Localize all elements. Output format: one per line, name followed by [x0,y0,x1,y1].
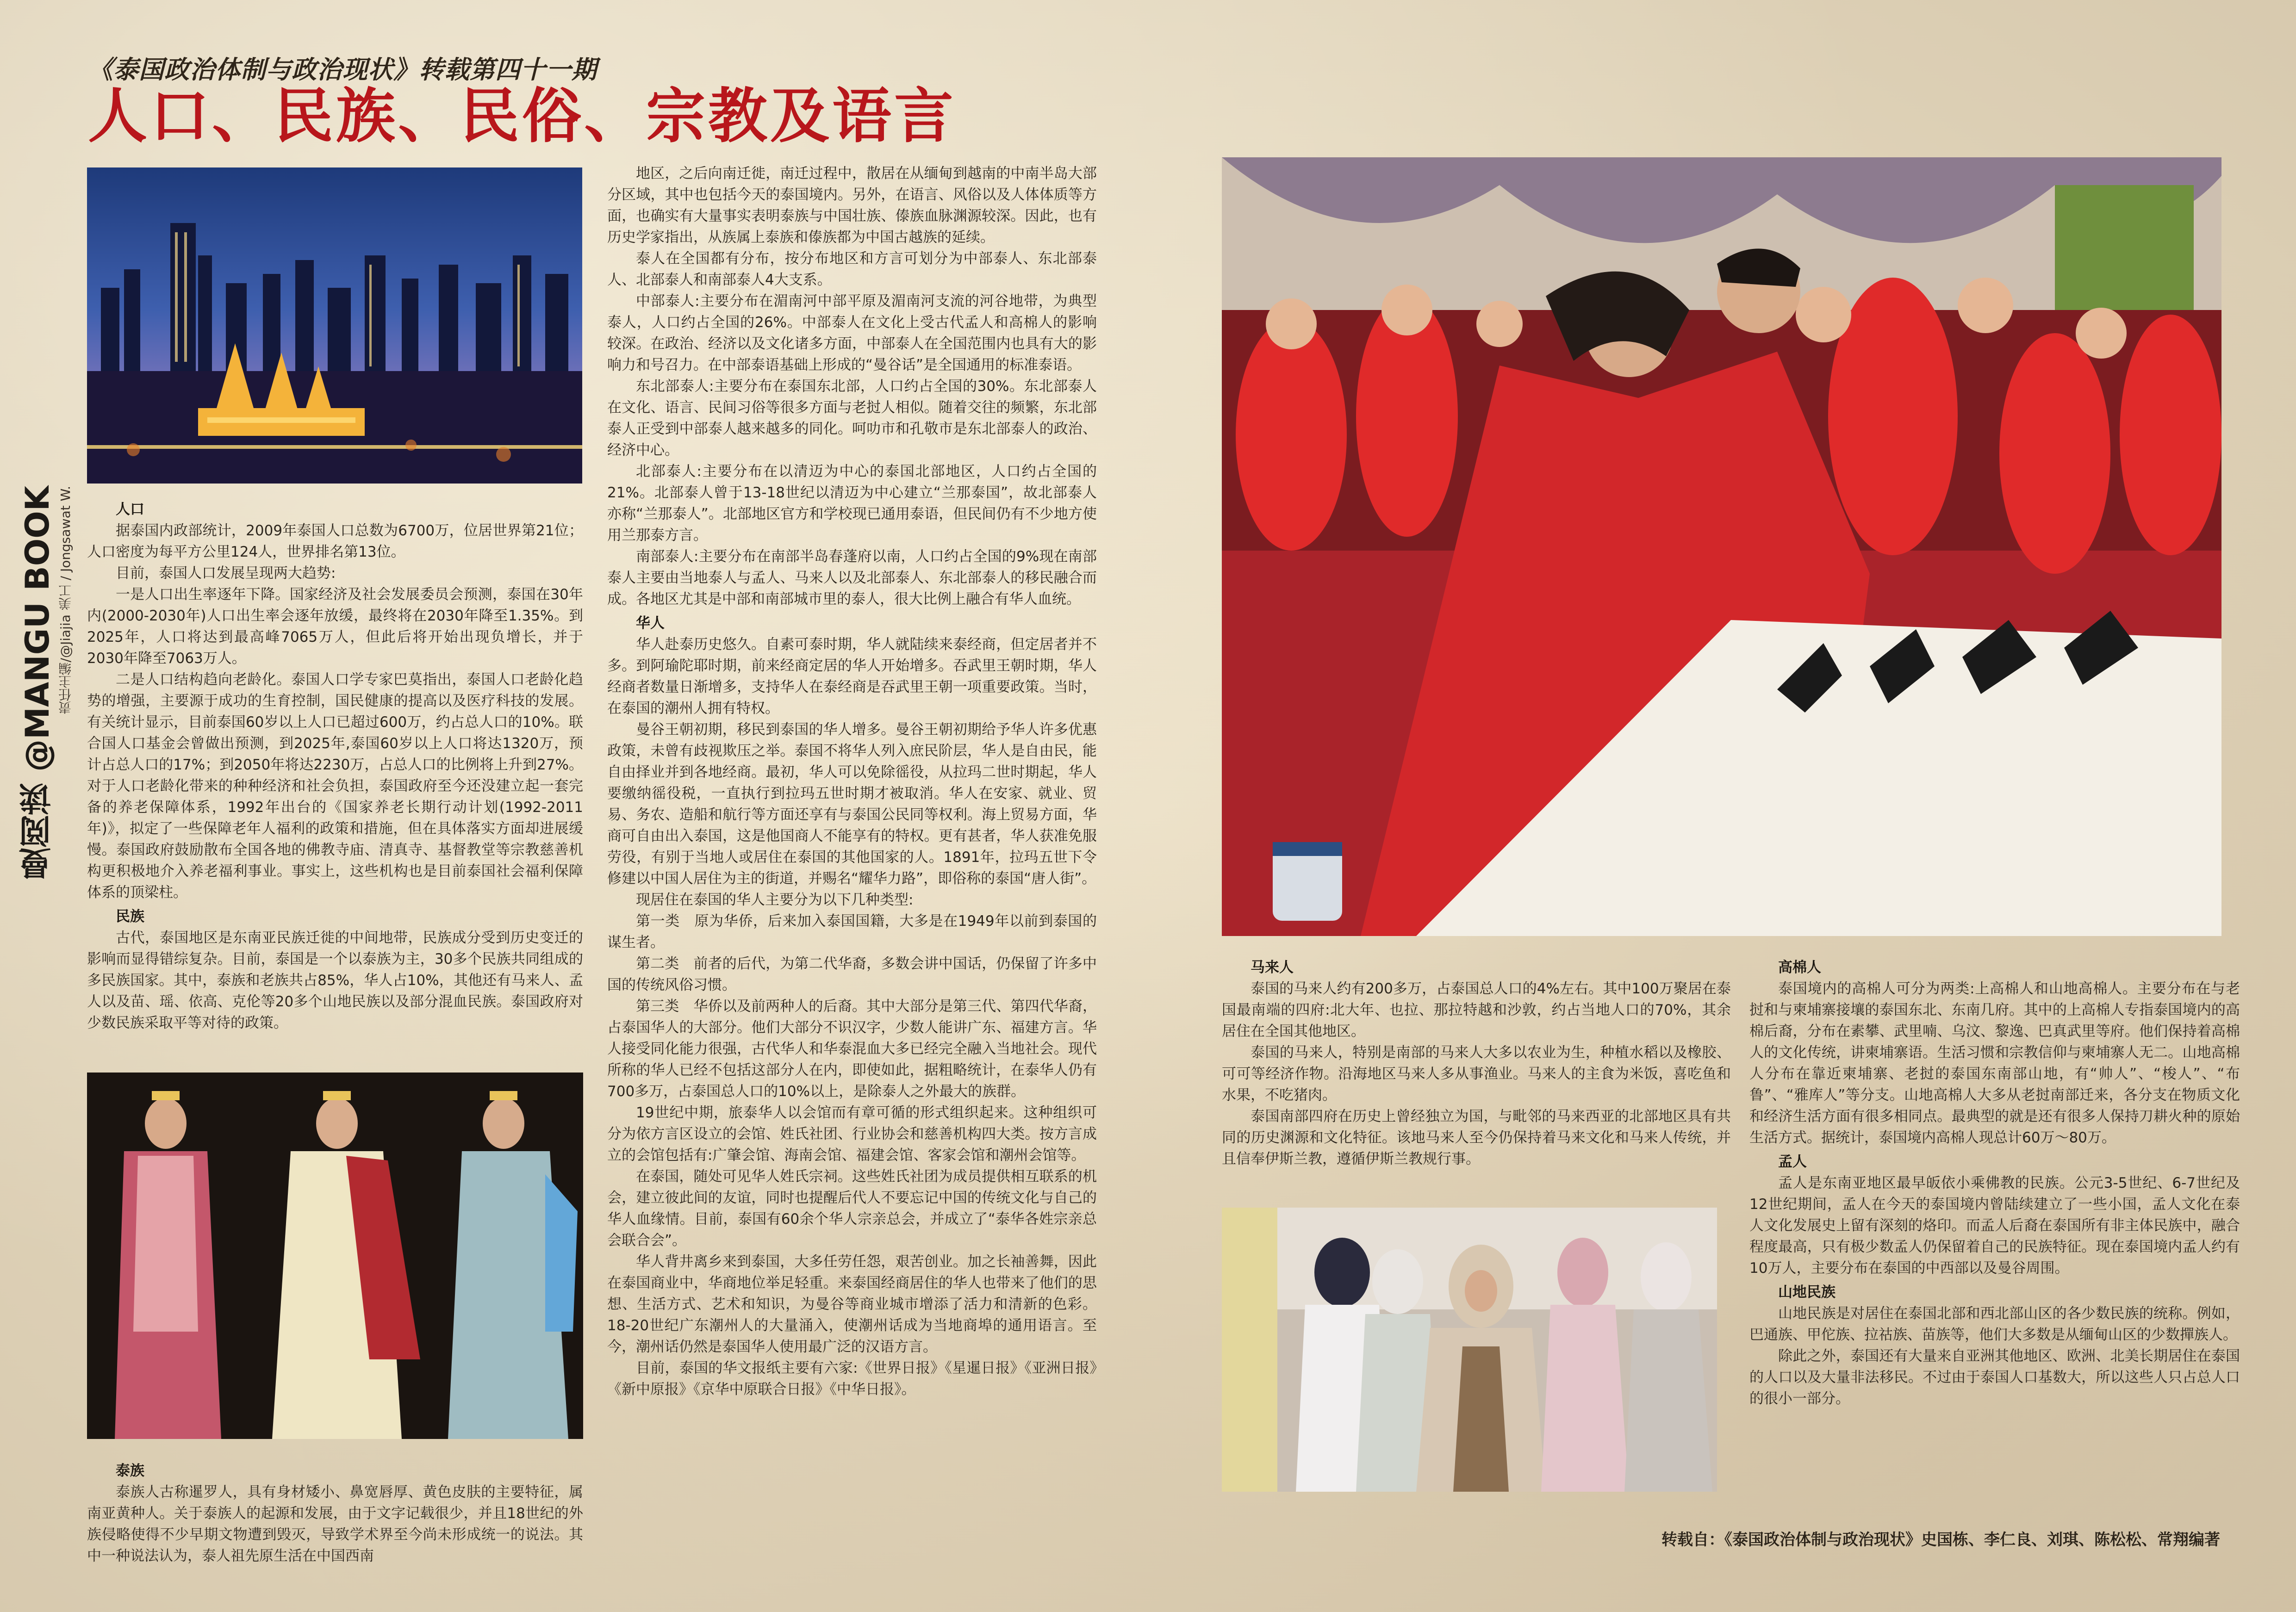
column-1-bottom [87,1457,583,1567]
paragraph: 华人赴泰历史悠久。自素可泰时期，华人就陆续来泰经商，但定居者并不多。到阿瑜陀耶时期，前来经商定居的华人开始增多。吞武里王朝时期，华人经商者数量日渐增多，支持华人在泰经商是吞武里王朝一项重要政策。当时，在泰国的潮州人拥有特权。 [607,636,1097,717]
paragraph: 目前，泰国人口发展呈现两大趋势: [116,565,336,582]
paragraph: 现居住在泰国的华人主要分为以下几种类型: [636,892,914,908]
paragraph: 除此之外，泰国还有大量来自亚洲其他地区、欧洲、北美长期居住在泰国的人口以及大量非法移民。不过由于泰国人口基数大，所以这些人只占总人口的很小一部分。 [1749,1348,2240,1407]
muslim-fashion-show-photo [1222,1208,1717,1492]
paragraph: 泰族人古称暹罗人，具有身材矮小、鼻宽唇厚、黄色皮肤的主要特征，属南亚黄种人。关于泰族人的起源和发展，由于文字记载很少，并且18世纪的外族侵略使得不少早期文物遭到毁灭，导致学术界至今尚未形成统一的说法。其中一种说法认为，泰人祖先原生活在中国西南 [87,1484,583,1564]
paragraph: 第一类 原为华侨，后来加入泰国国籍，大多是在1949年以前到泰国的谋生者。 [607,913,1097,951]
paragraph: 泰国的马来人，特别是南部的马来人大多以农业为生，种植水稻以及橡胶、可可等经济作物。沿海地区马来人多从事渔业。马来人的主食为米饭，喜吃鱼和水果，不吃猪肉。 [1222,1044,1731,1104]
paragraph: 曼谷王朝初期，移民到泰国的华人增多。曼谷王朝初期给予华人许多优惠政策，未曾有歧视欺压之举。泰国不将华人列入庶民阶层，华人是自由民，能自由择业并到各地经商。最初，华人可以免除徭役，从拉玛二世时期起，华人要缴纳徭役税，一直执行到拉玛五世时期才被取消。华人在安家、就业、贸易、务农、造船和航行等方面还享有与泰国公民同等权利。海上贸易方面，华商可自由出入泰国，这是他国商人不能享有的特权。更有甚者，华人获准免服劳役，有别于当地人或居住在泰国的其他国家的人。1891年，拉玛五世下令修建以中国人居住为主的街道，并赐名“耀华力路”，即俗称的泰国“唐人街”。 [607,721,1097,887]
paragraph: 泰国境内的高棉人可分为两类:上高棉人和山地高棉人。主要分布在与老挝和与柬埔寨接壤的泰国东北、东南几府。其中的上高棉人专指泰国境内的高棉后裔，分布在素攀、武里喃、乌汶、黎逸、巴真武里等府。他们保持着高棉人的文化传统，讲柬埔寨语。生活习惯和宗教信仰与柬埔寨人无二。山地高棉人分布在靠近柬埔寨、老挝的泰国东南部山地，有“帅人”、“梭人”、“布鲁”、“雅库人”等分支。山地高棉人大多从老挝南部迁来，各分支在物质文化和经济生活方面有很多相同点。最典型的就是还有很多人保持刀耕火种的原始生活方式。据统计，泰国境内高棉人现总计60万～80万。 [1749,980,2240,1146]
column-4 [1749,954,2240,1409]
paragraph: 第二类 前者的后代，为第二代华裔，多数会讲中国话，仍保留了许多中国的传统风俗习惯。 [607,955,1097,993]
section-heading-population: 人口 [116,501,144,518]
calligraphy-ceremony-photo [1222,157,2221,936]
paragraph: 在泰国，随处可见华人姓氏宗祠。这些姓氏社团为成员提供相互联系的机会，建立彼此间的友谊，同时也提醒后代人不要忘记中国的传统文化与自己的华人血缘情。目前，泰国有60余个华人宗亲总会，并成立了“泰华各姓宗亲总会联合会”。 [607,1168,1097,1249]
paragraph: 华人背井离乡来到泰国，大多任劳任怨，艰苦创业。加之长袖善舞，因此在泰国商业中，华商地位举足轻重。来泰国经商居住的华人也带来了他们的思想、生活方式、艺术和知识，为曼谷等商业城市增添了活力和清新的色彩。18-20世纪广东潮州人的大量涌入，使潮州话成为当地商埠的通用语言。至今，潮州话仍然是泰国华人使用最广泛的汉语方言。 [607,1253,1097,1355]
paragraph: 一是人口出生率逐年下降。国家经济及社会发展委员会预测，泰国在30年内(2000-2030年)人口出生率会逐年放缓，最终将在2030年降至1.35%。到2025年，人口将达到最高峰7065万人，但此后将开始出现负增长，并于2030年降至7063万人。 [87,586,583,667]
section-heading-hill-tribes: 山地民族 [1778,1284,1836,1301]
paragraph: 中部泰人:主要分布在湄南河中部平原及湄南河支流的河谷地带，为典型泰人，人口约占全国的26%。中部泰人在文化上受古代孟人和高棉人的影响较深。在政治、经济以及文化诸多方面，中部泰人在全国范围内也具有大的影响力和号召力。在中部泰语基础上形成的“曼谷话”是全国通用的标准泰语。 [607,293,1097,373]
paragraph: 泰国南部四府在历史上曾经独立为国，与毗邻的马来西亚的北部地区具有共同的历史渊源和文化特征。该地马来人至今仍保持着马来文化和马来人传统，并且信奉伊斯兰教，遵循伊斯兰教规行事。 [1222,1108,1731,1167]
section-heading-ethnicity: 民族 [116,908,144,925]
brand-label: 曼阅读 @MANGU BOOK [19,486,56,880]
paragraph: 古代，泰国地区是东南亚民族迁徙的中间地带，民族成分受到历史变迁的影响而显得错综复杂。目前，泰国是一个以泰族为主，30多个民族共同组成的多民族国家。其中，泰族和老族共占85%，华人占10%，其他还有马来人、孟人以及苗、瑶、依高、克伦等20多个山地民族以及部分混血民族。泰国政府对少数民族采取平等对待的政策。 [87,930,583,1031]
paragraph: 地区，之后向南迁徙，南迁过程中，散居在从缅甸到越南的中南半岛大部分区域，其中也包括今天的泰国境内。另外，在语言、风俗以及人体体质等方面，也确实有大量事实表明泰族与中国壮族、傣族血脉渊源较深。因此，也有历史学家指出，从族属上泰族和傣族都为中国古越族的延续。 [607,165,1097,246]
section-heading-chinese: 华人 [636,615,665,632]
paragraph: 北部泰人:主要分布在以清迈为中心的泰国北部地区，人口约占全国的21%。北部泰人曾于13-18世纪以清迈为中心建立“兰那泰国”，故北部泰人亦称“兰那泰人”。北部地区官方和学校现已通用泰语，但民间仍有不少地方使用兰那泰方言。 [607,463,1097,544]
sidebar-branding [14,486,73,1097]
paragraph: 第三类 华侨以及前两种人的后裔。其中大部分是第三代、第四代华裔，占泰国华人的大部分。他们大部分不识汉字，少数人能讲广东、福建方言。华人接受同化能力很强，古代华人和华泰混血大多已经完全融入当地社会。现代所称的华人已经不包括这部分人在内，即使如此，据粗略统计，在泰华人仍有700多万，占泰国总人口的10%以上，是除泰人之外最大的族群。 [607,998,1097,1100]
paragraph: 19世纪中期，旅泰华人以会馆而有章可循的形式组织起来。这种组织可分为依方言区设立的会馆、姓氏社团、行业协会和慈善机构四大类。按方言成立的会馆包括有:广肇会馆、海南会馆、福建会馆、客家会馆和潮州会馆等。 [607,1104,1097,1164]
column-1 [87,496,583,1034]
section-heading-thai: 泰族 [116,1463,144,1479]
paragraph: 泰国的马来人约有200多万，占泰国总人口的4%左右。其中100万聚居在泰国最南端的四府:北大年、也拉、那拉特越和沙敦，约占当地人口的70%，其余居住在全国其他地区。 [1222,980,1731,1040]
section-heading-khmer: 高棉人 [1778,959,1821,976]
paragraph: 东北部泰人:主要分布在泰国东北部，人口约占全国的30%。东北部泰人在文化、语言、民间习俗等很多方面与老挝人相似。随着交往的频繁，东北部泰人正受到中部泰人越来越多的同化。呵叻市和孔敬市是东北部泰人的政治、经济中心。 [607,378,1097,459]
paragraph: 山地民族是对居住在泰国北部和西北部山区的各少数民族的统称。例如，巴通族、甲佗族、拉祜族、苗族等，他们大多数是从缅甸山区的少数撣族人。 [1749,1305,2240,1343]
bangkok-night-skyline-photo [87,167,582,484]
paragraph: 据泰国内政部统计，2009年泰国人口总数为6700万，位居世界第21位；人口密度为每平方公里124人，世界排名第13位。 [87,522,583,560]
column-2 [607,163,1097,1400]
column-3 [1222,954,1731,1170]
section-heading-malay: 马来人 [1251,959,1294,976]
thai-traditional-costume-models-photo [87,1073,583,1439]
paragraph: 目前，泰国的华文报纸主要有六家:《世界日报》《星暹日报》《亚洲日报》《新中原报》《京华中原联合日报》《中华日报》。 [607,1360,1097,1398]
paragraph: 孟人是东南亚地区最早皈依小乘佛教的民族。公元3-5世纪、6-7世纪及12世纪期间，孟人在今天的泰国境内曾陆续建立了一些小国，孟人文化在泰人文化发展史上留有深刻的烙印。而孟人后裔在泰国所有非主体民族中，融合程度最高，只有极少数孟人仍保留着自己的民族特征。现在泰国境内孟人约有10万人，主要分布在泰国的中西部以及曼谷周围。 [1749,1175,2240,1277]
credits-label: 责任主编/@Jiajia 美工 / Jongsawat W. [58,486,73,714]
paragraph: 泰人在全国都有分布，按分布地区和方言可划分为中部泰人、东北部泰人、北部泰人和南部泰人4大支系。 [607,250,1097,288]
section-heading-mon: 孟人 [1778,1153,1807,1170]
paragraph: 二是人口结构趋向老龄化。泰国人口学专家巴莫指出，泰国人口老龄化趋势的增强，主要源于成功的生育控制，国民健康的提高以及医疗科技的发展。有关统计显示，目前泰国60岁以上人口已超过600万，约占总人口的10%。联合国人口基金会曾做出预测，到2025年,泰国60岁以上人口将达1320万，预计占总人口的17%；到2050年将达2230万，占总人口的比例将上升到27%。对于人口老龄化带来的种种经济和社会负担，泰国政府至今还没建立起一套完备的养老保障体系，1992年出台的《国家养老长期行动计划(1992-2011年)》，拟定了一些保障老年人福利的政策和措施，但在具体落实方面却进展缓慢。泰国政府鼓励散布全国各地的佛教寺庙、清真寺、基督教堂等宗教慈善机构更积极地介入养老福利事业。事实上，这些机构也是目前泰国社会福利保障体系的顶梁柱。 [87,671,583,901]
paragraph: 南部泰人:主要分布在南部半岛春蓬府以南，人口约占全国的9%现在南部泰人主要由当地泰人与孟人、马来人以及北部泰人、东北部泰人的移民融合而成。各地区尤其是中部和南部城市里的泰人，很大比例上融合有华人血统。 [607,548,1097,608]
source-credit: 转载自：《泰国政治体制与政治现状》史国栋、李仁良、刘琪、陈松松、常翔编著 [1661,1531,2220,1549]
page-title: 人口、民族、民俗、宗教及语言 [88,82,957,151]
series-kicker: 《泰国政治体制与政治现状》转载第四十一期 [88,55,597,84]
